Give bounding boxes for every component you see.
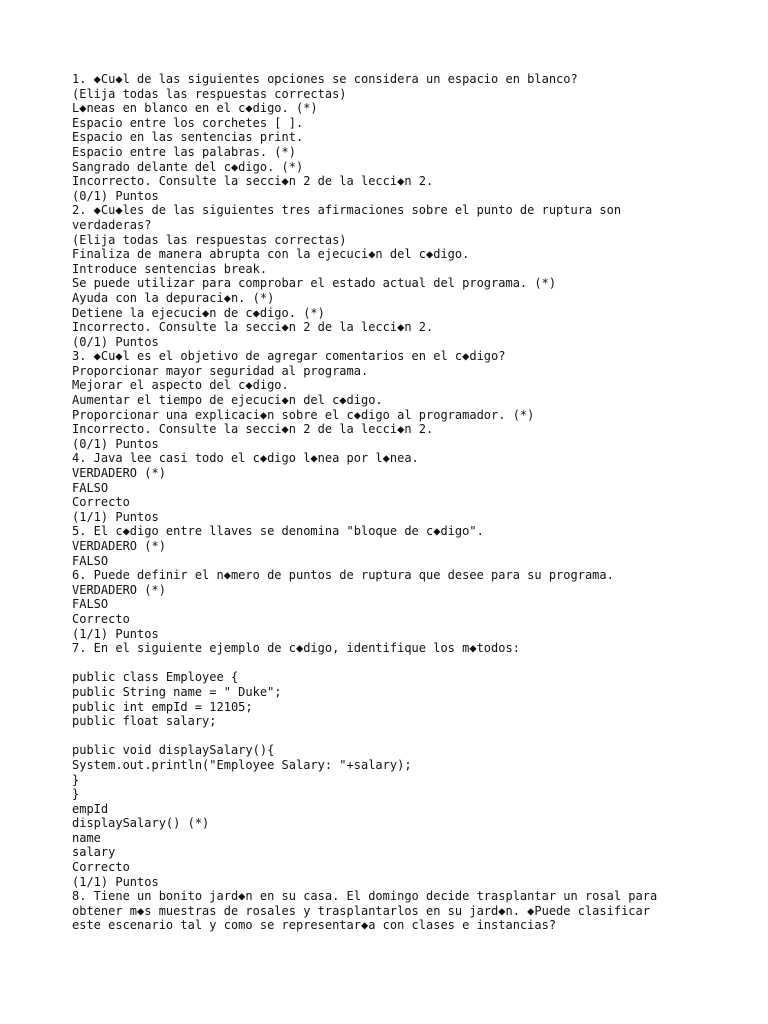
text-line: FALSO — [72, 553, 109, 568]
text-line: public int empId = 12105; — [72, 699, 253, 714]
text-line: (1/1) Puntos — [72, 509, 159, 524]
text-line: (0/1) Puntos — [72, 334, 159, 349]
text-line: (Elija todas las respuestas correctas) — [72, 86, 347, 101]
text-line: Finaliza de manera abrupta con la ejecuci◆n del c◆digo. — [72, 247, 470, 262]
text-line — [72, 656, 712, 671]
text-line: 3. ◆Cu◆l es el objetivo de agregar comentarios en el c◆digo? — [72, 349, 506, 364]
text-line: obtener m◆s muestras de rosales y trasplantarlos en su jard◆n. ◆Puede clasificar — [72, 903, 650, 918]
document-text — [72, 72, 712, 933]
text-line: FALSO — [72, 597, 109, 612]
text-line: } — [72, 772, 80, 787]
text-line: Incorrecto. Consulte la secci◆n 2 de la lecci◆n 2. — [72, 422, 434, 437]
text-line: (1/1) Puntos — [72, 626, 159, 641]
text-line: (1/1) Puntos — [72, 874, 159, 889]
text-line: VERDADERO (*) — [72, 582, 166, 597]
text-line: Correcto — [72, 495, 130, 510]
text-line: (Elija todas las respuestas correctas) — [72, 232, 347, 247]
text-line: System.out.println("Employee Salary: "+salary); — [72, 757, 412, 772]
text-line: Mejorar el aspecto del c◆digo. — [72, 378, 289, 393]
text-line: 5. El c◆digo entre llaves se denomina "bloque de c◆digo". — [72, 524, 484, 539]
text-line: Introduce sentencias break. — [72, 261, 268, 276]
text-line: 2. ◆Cu◆les de las siguientes tres afirmaciones sobre el punto de ruptura son — [72, 203, 622, 218]
text-line: 1. ◆Cu◆l de las siguientes opciones se considera un espacio en blanco? — [72, 72, 578, 86]
text-line: (0/1) Puntos — [72, 436, 159, 451]
text-line: Incorrecto. Consulte la secci◆n 2 de la lecci◆n 2. — [72, 320, 434, 335]
text-line: name — [72, 830, 101, 845]
text-line: 6. Puede definir el n◆mero de puntos de ruptura que desee para su programa. — [72, 568, 614, 583]
text-line: Incorrecto. Consulte la secci◆n 2 de la lecci◆n 2. — [72, 174, 434, 189]
text-line: L◆neas en blanco en el c◆digo. (*) — [72, 101, 318, 116]
text-line: public float salary; — [72, 714, 217, 729]
text-line: Ayuda con la depuraci◆n. (*) — [72, 290, 275, 305]
text-line: este escenario tal y como se representar◆a con clases e instancias? — [72, 918, 557, 933]
text-line: public String name = " Duke"; — [72, 684, 282, 699]
text-line: Proporcionar mayor seguridad al programa. — [72, 363, 369, 378]
text-line: Aumentar el tiempo de ejecuci◆n del c◆digo. — [72, 393, 383, 408]
text-line: Espacio entre las palabras. (*) — [72, 144, 296, 159]
text-line: displaySalary() (*) — [72, 816, 210, 831]
text-line: Espacio entre los corchetes [ ]. — [72, 115, 304, 130]
text-line: Proporcionar una explicaci◆n sobre el c◆digo al programador. (*) — [72, 407, 535, 422]
text-line: Correcto — [72, 611, 130, 626]
text-line: Detiene la ejecuci◆n de c◆digo. (*) — [72, 305, 325, 320]
text-line — [72, 729, 712, 744]
text-line: VERDADERO (*) — [72, 539, 166, 553]
text-line: Se puede utilizar para comprobar el estado actual del programa. (*) — [72, 276, 557, 291]
text-line: verdaderas? — [72, 217, 152, 232]
text-line: 8. Tiene un bonito jard◆n en su casa. El domingo decide trasplantar un rosal para — [72, 889, 658, 904]
text-line: Sangrado delante del c◆digo. (*) — [72, 159, 304, 174]
text-line: (0/1) Puntos — [72, 188, 159, 203]
text-line: public void displaySalary(){ — [72, 743, 275, 758]
text-line: Correcto — [72, 860, 130, 875]
text-line: Espacio en las sentencias print. — [72, 130, 304, 145]
text-line: } — [72, 787, 80, 802]
text-line: 7. En el siguiente ejemplo de c◆digo, identifique los m◆todos: — [72, 641, 520, 656]
text-line: salary — [72, 845, 116, 860]
text-line: public class Employee { — [72, 670, 239, 685]
text-line: empId — [72, 801, 109, 816]
text-line: VERDADERO (*) — [72, 466, 166, 481]
text-line: 4. Java lee casi todo el c◆digo l◆nea por l◆nea. — [72, 451, 419, 466]
text-line: FALSO — [72, 480, 109, 495]
